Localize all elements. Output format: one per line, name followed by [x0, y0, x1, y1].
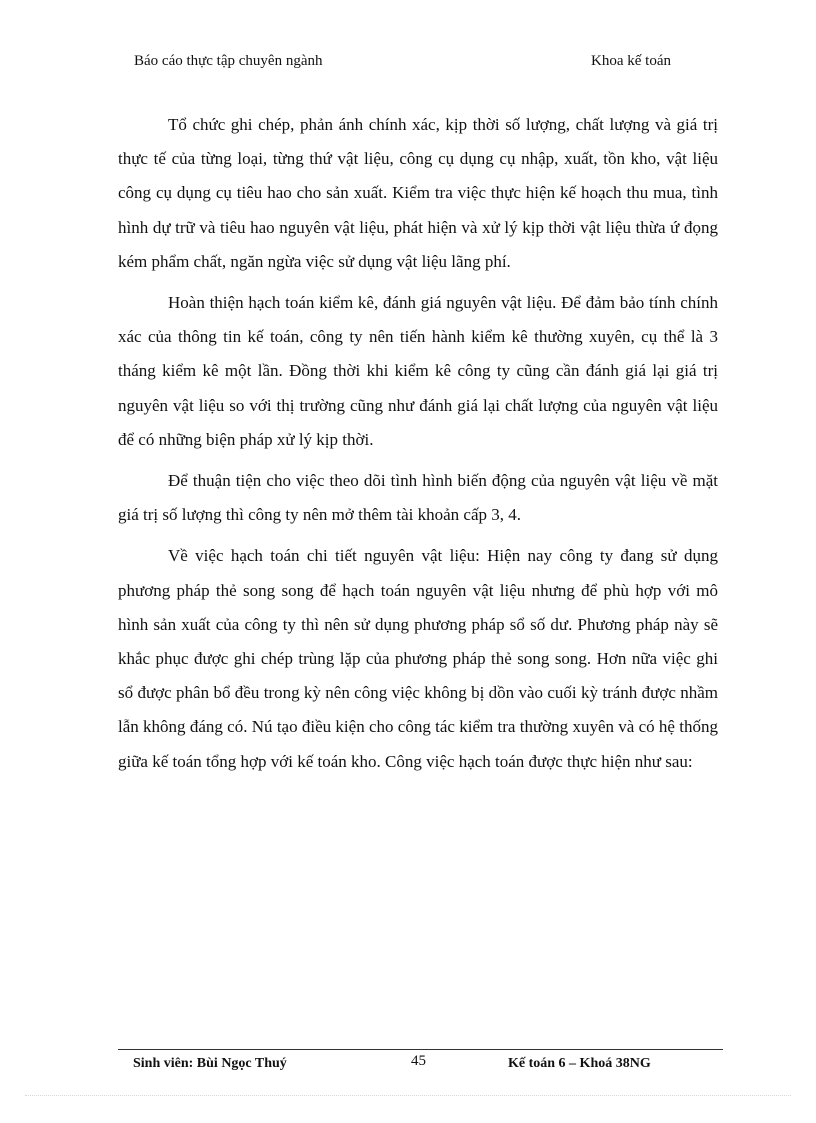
footer-divider	[118, 1049, 723, 1050]
footer-student-name: Sinh viên: Bùi Ngọc Thuý	[133, 1056, 287, 1071]
footer-page-number: 45	[411, 1053, 426, 1069]
paragraph-inventory-check: Hoàn thiện hạch toán kiểm kê, đánh giá nguyên vật liệu. Để đảm bảo tính chính xác của thông tin kế toán, công ty nên tiến hành kiểm kê thường xuyên, cụ thể là 3 tháng kiểm kê một lần. Đồng thời khi kiểm kê công ty cũng cần đánh giá lại giá trị nguyên vật liệu so với thị trường cũng như đánh giá lại chất lượng của nguyên vật liệu để có những biện pháp xử lý kịp thời.	[118, 293, 718, 449]
footer-class-info: Kế toán 6 – Khoá 38NG	[508, 1056, 651, 1071]
paragraph-accounts: Để thuận tiện cho việc theo dõi tình hình biến động của nguyên vật liệu về mặt giá trị số lượng thì công ty nên mở thêm tài khoản cấp 3, 4.	[118, 471, 718, 525]
header-report-title: Báo cáo thực tập chuyên ngành	[134, 53, 323, 69]
paragraph-detailed-accounting: Về việc hạch toán chi tiết nguyên vật liệu: Hiện nay công ty đang sử dụng phương pháp thẻ song song để hạch toán nguyên vật liệu nhưng để phù hợp với mô hình sản xuất của công ty thì nên sử dụng phương pháp sổ số dư. Phương pháp này sẽ khắc phục được ghi chép trùng lặp của phương pháp thẻ song song. Hơn nữa việc ghi sổ được phân bổ đều trong kỳ nên công việc không bị dồn vào cuối kỳ tránh được nhầm lẫn không đáng có. Nú tạo điều kiện cho công tác kiểm tra thường xuyên và có hệ thống giữa kế toán tổng hợp với kế toán kho. Công việc hạch toán được thực hiện như sau:	[118, 546, 718, 771]
paragraph-record-keeping: Tổ chức ghi chép, phản ánh chính xác, kịp thời số lượng, chất lượng và giá trị thực tế của từng loại, từng thứ vật liệu, công cụ dụng cụ nhập, xuất, tồn kho, vật liệu công cụ dụng cụ tiêu hao cho sản xuất. Kiểm tra việc thực hiện kế hoạch thu mua, tình hình dự trữ và tiêu hao nguyên vật liệu, phát hiện và xử lý kịp thời vật liệu thừa ứ đọng kém phẩm chất, ngăn ngừa việc sử dụng vật liệu lãng phí.	[118, 115, 718, 271]
page-bottom-edge	[25, 1095, 791, 1096]
header-faculty: Khoa kế toán	[591, 53, 671, 69]
document-body	[118, 108, 718, 779]
